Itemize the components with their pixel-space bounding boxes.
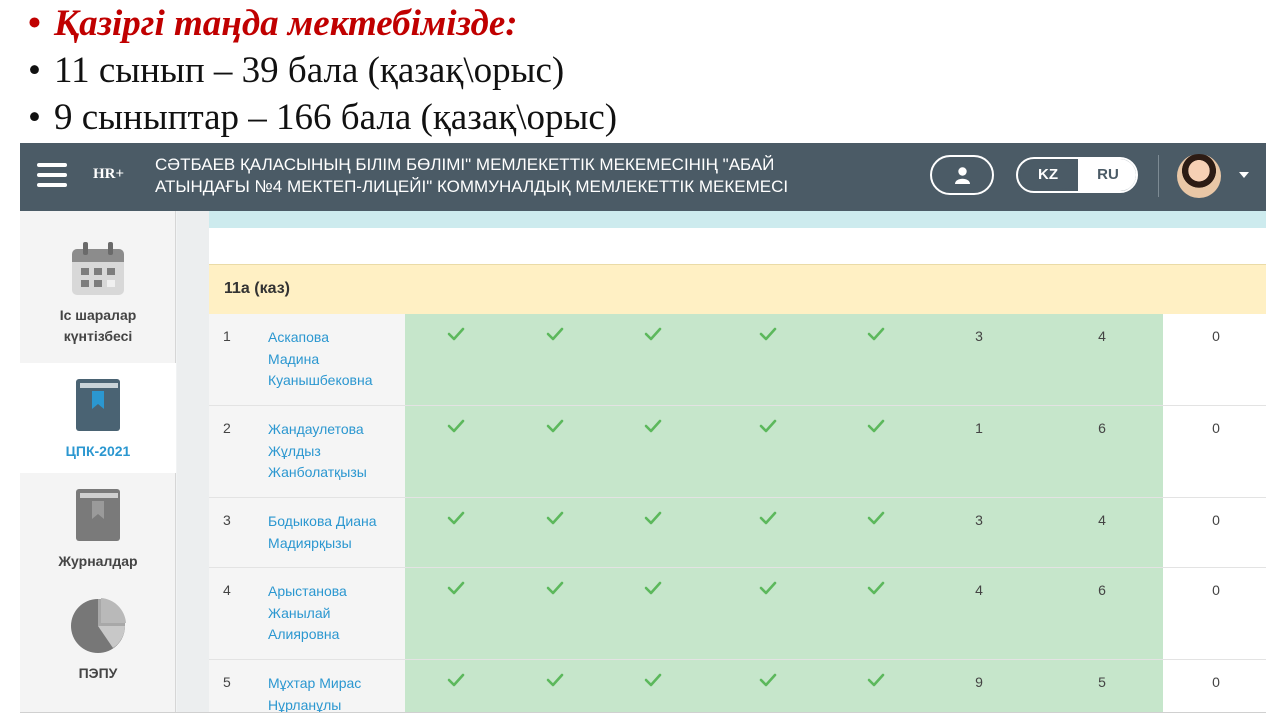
lang-ru-button[interactable]: RU <box>1078 159 1138 191</box>
check-icon <box>866 326 886 342</box>
score-b: 5 <box>1098 674 1106 690</box>
group-header: 11а (каз) <box>209 264 1266 314</box>
divider <box>1158 155 1159 197</box>
student-name-link[interactable]: Бодыкова Диана Мадиярқызы <box>268 513 377 551</box>
check-icon <box>545 326 565 342</box>
student-name-link[interactable]: Жандаулетова Жұлдыз Жанболатқызы <box>268 421 367 480</box>
sidebar-item-pepu[interactable]: ПЭПУ <box>20 583 176 693</box>
profile-button[interactable] <box>930 155 994 195</box>
language-switch <box>1016 157 1138 193</box>
app-screenshot <box>20 143 1266 720</box>
main-content <box>177 211 1266 720</box>
check-icon <box>866 418 886 434</box>
row-number: 5 <box>223 674 231 690</box>
lang-kz-button[interactable]: KZ <box>1020 161 1076 189</box>
results-panel <box>209 211 1266 720</box>
check-icon <box>866 580 886 596</box>
score-b: 6 <box>1098 582 1106 598</box>
top-bar <box>20 143 1266 211</box>
check-icon <box>446 510 466 526</box>
score-b: 6 <box>1098 420 1106 436</box>
check-icon <box>643 418 663 434</box>
slide-bullet-3: • 9 сыныптар – 166 бала (қазақ\орыс) <box>28 97 618 138</box>
check-icon <box>446 418 466 434</box>
user-icon <box>955 167 970 184</box>
score-a: 4 <box>975 582 983 598</box>
slide-bullet-2: • 11 сынып – 39 бала (қазақ\орыс) <box>28 50 565 91</box>
student-table <box>209 314 1266 720</box>
score-a: 9 <box>975 674 983 690</box>
score-a: 3 <box>975 328 983 344</box>
student-name-link[interactable]: Мұхтар Мирас Нұрланұлы <box>268 675 362 713</box>
check-icon <box>866 672 886 688</box>
sidebar-item-journals[interactable]: Журналдар <box>20 473 176 583</box>
organization-title: СӘТБАЕВ ҚАЛАСЫНЫҢ БІЛІМ БӨЛІМІ" МЕМЛЕКЕТТІК МЕКЕМЕСІНІҢ "АБАЙ АТЫНДАҒЫ №4 МЕКТЕП-ЛИЦЕЙІ" КОММУНАЛДЫҚ МЕМЛЕКЕТТІК МЕКЕМЕСІ <box>155 155 789 196</box>
check-icon <box>545 418 565 434</box>
check-icon <box>758 326 778 342</box>
student-name-link[interactable]: Аскапова Мадина Куанышбековна <box>268 329 373 388</box>
score-a: 1 <box>975 420 983 436</box>
check-icon <box>545 672 565 688</box>
check-icon <box>758 418 778 434</box>
score-a: 3 <box>975 512 983 528</box>
menu-icon[interactable] <box>37 163 67 187</box>
table-header-strip <box>209 211 1266 228</box>
row-number: 2 <box>223 420 231 436</box>
check-icon <box>866 510 886 526</box>
check-icon <box>758 672 778 688</box>
slide-bullet-1: • Қазіргі таңда мектебімізде: <box>28 3 518 44</box>
table-row <box>209 568 1266 660</box>
check-icon <box>446 580 466 596</box>
book-icon <box>74 377 122 433</box>
score-c: 0 <box>1212 420 1220 436</box>
row-number: 4 <box>223 582 231 598</box>
sidebar-item-calendar[interactable]: Іс шаралар күнтізбесі <box>20 211 176 363</box>
slide-bullets <box>28 0 617 141</box>
score-c: 0 <box>1212 512 1220 528</box>
check-icon <box>446 326 466 342</box>
score-b: 4 <box>1098 512 1106 528</box>
score-c: 0 <box>1212 674 1220 690</box>
check-icon <box>758 510 778 526</box>
divider <box>20 712 1266 720</box>
table-row <box>209 314 1266 406</box>
row-number: 1 <box>223 328 231 344</box>
table-row <box>209 498 1266 568</box>
check-icon <box>545 510 565 526</box>
check-icon <box>758 580 778 596</box>
row-number: 3 <box>223 512 231 528</box>
check-icon <box>643 580 663 596</box>
score-b: 4 <box>1098 328 1106 344</box>
avatar[interactable] <box>1177 154 1221 198</box>
check-icon <box>643 510 663 526</box>
brand-logo[interactable]: HR+ <box>93 166 125 182</box>
table-row <box>209 406 1266 498</box>
student-name-link[interactable]: Арыстанова Жанылай Алияровна <box>268 583 347 642</box>
chevron-down-icon[interactable] <box>1239 172 1249 178</box>
pie-chart-icon <box>69 597 127 655</box>
check-icon <box>643 672 663 688</box>
check-icon <box>545 580 565 596</box>
calendar-icon <box>70 241 126 297</box>
sidebar-item-cpk[interactable]: ЦПК-2021 <box>20 363 176 473</box>
table-row <box>209 660 1266 720</box>
check-icon <box>643 326 663 342</box>
score-c: 0 <box>1212 328 1220 344</box>
score-c: 0 <box>1212 582 1220 598</box>
book-icon <box>74 487 122 543</box>
check-icon <box>446 672 466 688</box>
sidebar <box>20 211 176 720</box>
